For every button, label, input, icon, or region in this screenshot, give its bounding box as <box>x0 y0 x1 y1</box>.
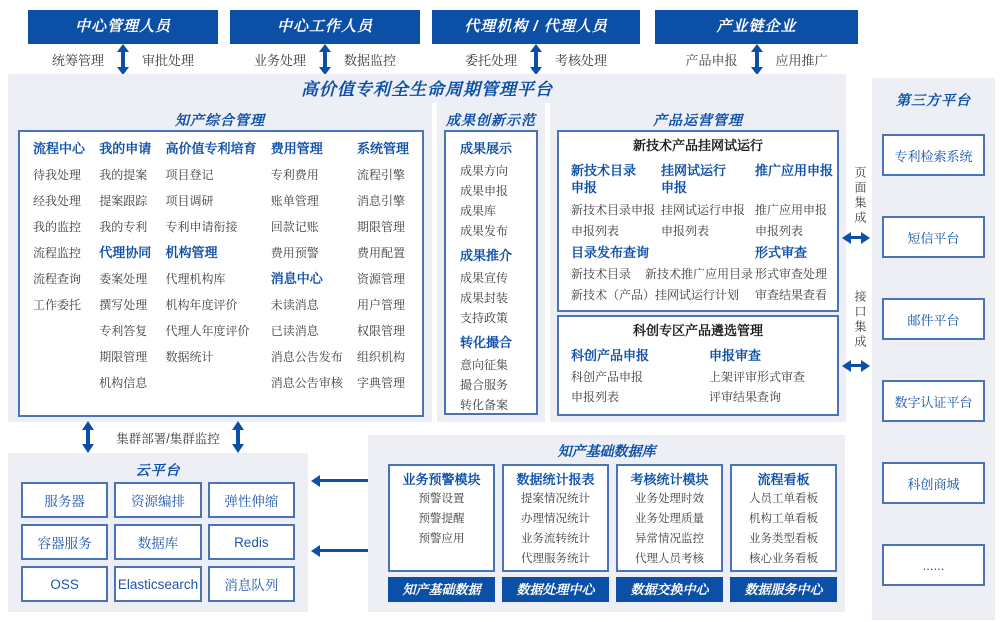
cloud-grid <box>21 482 295 602</box>
menu-group <box>271 292 343 396</box>
left-right-arrow-icon <box>320 479 368 482</box>
menu-item: 代理机构库 <box>165 272 226 286</box>
menu-group <box>460 161 536 241</box>
module-statistics-report <box>502 464 609 572</box>
menu-item: 新技术（产品）挂网试运行计划 <box>571 288 740 302</box>
role-functions <box>28 46 218 72</box>
group-title: 系统管理 <box>356 141 409 156</box>
cloud-title: 云平台 <box>135 462 181 478</box>
third-party-system: 数字认证平台 <box>882 380 985 422</box>
third-party-panel <box>872 78 995 620</box>
module-item: 核心业务看板 <box>749 553 818 565</box>
left-right-arrow-icon <box>320 549 368 552</box>
menu-item: 已读消息 <box>270 324 319 338</box>
menu-item: 推广应用申报 <box>755 203 828 217</box>
menu-item: 期限管理 <box>356 220 405 234</box>
menu-item: 申报列表 <box>661 224 710 238</box>
menu-column <box>271 136 343 415</box>
menu-group <box>460 268 536 328</box>
menu-item: 成果封装 <box>460 291 509 305</box>
menu-item: 支持政策 <box>460 311 509 325</box>
menu-item: 专利申请衔接 <box>165 220 238 234</box>
menu-column <box>165 136 256 415</box>
platform-title: 高价值专利全生命周期管理平台 <box>301 80 553 99</box>
module-item: 异常情况监控 <box>635 533 704 545</box>
menu-item: 挂网试运行申报 <box>661 203 746 217</box>
menu-column <box>33 136 85 415</box>
menu-item: 上架评审形式审查 <box>709 370 806 384</box>
menu-group <box>571 367 696 407</box>
menu-item: 费用配置 <box>356 246 405 260</box>
module-item: 人员工单看板 <box>749 493 818 505</box>
module-item: 预警设置 <box>418 493 465 505</box>
third-party-list <box>882 134 985 586</box>
module-alert <box>388 464 495 572</box>
menu-item: 撰写处理 <box>99 298 148 312</box>
cloud-service: 容器服务 <box>21 524 108 560</box>
menu-item: 机构年度评价 <box>165 298 238 312</box>
menu-item: 审查结果查看 <box>755 288 828 302</box>
group-title: 消息中心 <box>270 271 323 286</box>
module-title: 业务预警模块 <box>402 472 481 487</box>
menu-item: 消息公告发布 <box>270 350 343 364</box>
menu-item: 转化备案 <box>460 398 509 412</box>
cloud-service: 服务器 <box>21 482 108 518</box>
menu-item: 成果申报 <box>460 184 509 198</box>
menu-item: 流程监控 <box>33 246 82 260</box>
menu-column <box>755 162 837 242</box>
third-party-system: 专利检索系统 <box>882 134 985 176</box>
catalog-query-group <box>571 242 753 306</box>
menu-group <box>460 355 536 415</box>
module-item: 预警提醒 <box>418 513 465 525</box>
menu-item: 成果发布 <box>460 224 509 238</box>
module-item: 业务处理质量 <box>635 513 704 525</box>
menu-item: 成果方向 <box>460 164 509 178</box>
menu-item: 我的提案 <box>99 168 148 182</box>
menu-group <box>99 266 151 396</box>
data-center-bar: 数据处理中心 <box>502 577 609 602</box>
database-modules <box>388 464 837 572</box>
up-down-arrow-icon <box>323 52 327 67</box>
role-functions <box>230 46 420 72</box>
menu-column <box>357 136 409 415</box>
group-title: 推广应用申报 <box>755 163 834 178</box>
cloud-platform-panel <box>8 453 308 612</box>
left-right-arrow-icon <box>851 236 861 239</box>
module-item: 办理情况统计 <box>521 513 590 525</box>
menu-item: 未读消息 <box>270 298 319 312</box>
platform-sections <box>8 103 846 422</box>
menu-column <box>571 162 659 242</box>
menu-item: 账单管理 <box>270 194 319 208</box>
role-function-label: 考核处理 <box>555 52 608 68</box>
data-center-bar: 数据服务中心 <box>730 577 837 602</box>
menu-line <box>571 285 753 306</box>
achievement-box <box>444 130 538 415</box>
menu-item: 申报列表 <box>571 390 620 404</box>
module-item: 机构工单看板 <box>749 513 818 525</box>
section-title: 产品运营管理 <box>653 112 743 128</box>
group-title: 成果推介 <box>460 248 513 263</box>
section-title: 成果创新示范 <box>446 112 536 128</box>
group-title: 机构管理 <box>165 245 218 260</box>
cloud-service: 资源编排 <box>114 482 201 518</box>
group-title: 科创产品申报 <box>571 348 650 363</box>
third-party-system: 科创商城 <box>882 462 985 504</box>
module-item: 提案情况统计 <box>521 493 590 505</box>
formal-review-group <box>755 242 837 306</box>
role-box-agencies: 代理机构 / 代理人员 <box>432 10 640 44</box>
menu-item: 新技术推广应用目录 <box>645 267 754 281</box>
menu-group <box>709 367 834 407</box>
menu-item: 我的专利 <box>99 220 148 234</box>
third-party-system: ...... <box>882 544 985 586</box>
menu-group <box>661 200 753 242</box>
menu-item: 委案处理 <box>99 272 148 286</box>
menu-item: 费用预警 <box>270 246 319 260</box>
role-box-center-staff: 中心工作人员 <box>230 10 420 44</box>
left-right-arrow-icon <box>851 364 861 367</box>
module-items <box>504 489 607 569</box>
role-function-label: 产品申报 <box>685 52 738 68</box>
menu-item: 期限管理 <box>99 350 148 364</box>
module-item: 业务处理时效 <box>635 493 704 505</box>
menu-group <box>271 162 343 266</box>
cloud-service: 弹性伸缩 <box>208 482 295 518</box>
group-title: 转化撮合 <box>460 335 513 350</box>
cloud-service: OSS <box>21 566 108 602</box>
ip-comprehensive-box <box>18 130 424 417</box>
role-function-label: 应用推广 <box>775 52 828 68</box>
group-title: 费用管理 <box>270 141 323 156</box>
database-centers <box>388 577 837 602</box>
menu-item: 专利答复 <box>99 324 148 338</box>
third-party-system: 邮件平台 <box>882 298 985 340</box>
menu-item: 新技术目录申报 <box>571 203 656 217</box>
module-items <box>732 489 835 569</box>
section-title: 知产综合管理 <box>175 112 265 128</box>
role-functions <box>655 46 858 72</box>
menu-item: 待我处理 <box>33 168 82 182</box>
menu-item: 新技术目录 <box>571 267 632 281</box>
group-title: 挂网试运行申报 <box>661 163 727 195</box>
group-title: 高价值专利培育 <box>165 141 257 156</box>
menu-item: 经我处理 <box>33 194 82 208</box>
menu-item: 提案跟踪 <box>99 194 148 208</box>
trial-operation-box <box>557 130 839 312</box>
module-assessment <box>616 464 723 572</box>
menu-item: 我的监控 <box>33 220 82 234</box>
menu-item: 组织机构 <box>356 350 405 364</box>
menu-item: 流程引擎 <box>356 168 405 182</box>
ip-database-panel <box>368 435 845 612</box>
api-integration-label: 接口集成 <box>853 290 867 350</box>
menu-item: 代理人年度评价 <box>165 324 250 338</box>
group-title: 形式审查 <box>755 245 808 260</box>
menu-item: 意向征集 <box>460 358 509 372</box>
up-down-arrow-icon <box>86 430 90 444</box>
data-center-bar: 数据交换中心 <box>616 577 723 602</box>
menu-item: 项目调研 <box>165 194 214 208</box>
module-title: 数据统计报表 <box>516 472 595 487</box>
group-title: 成果展示 <box>460 141 513 156</box>
section-achievement-demo <box>437 103 545 422</box>
menu-group <box>755 200 837 242</box>
box-title: 科创专区产品遴选管理 <box>632 323 763 338</box>
menu-item: 用户管理 <box>356 298 405 312</box>
sci-tech-selection-box <box>557 315 839 416</box>
role-box-industry-chain: 产业链企业 <box>655 10 858 44</box>
group-title: 申报审查 <box>709 348 762 363</box>
role-function-label: 统筹管理 <box>51 52 104 68</box>
menu-item: 消息公告审核 <box>270 376 343 390</box>
role-function-label: 业务处理 <box>253 52 306 68</box>
cloud-service: 消息队列 <box>208 566 295 602</box>
third-party-title: 第三方平台 <box>896 92 971 108</box>
menu-item: 成果库 <box>460 204 497 218</box>
menu-item: 资源管理 <box>356 272 405 286</box>
menu-item: 项目登记 <box>165 168 214 182</box>
page-integration-label: 页面集成 <box>853 166 867 226</box>
cloud-service: Elasticsearch <box>114 566 201 602</box>
module-item: 业务流转统计 <box>521 533 590 545</box>
menu-item: 成果宣传 <box>460 271 509 285</box>
menu-item: 专利费用 <box>270 168 319 182</box>
menu-item: 工作委托 <box>33 298 82 312</box>
section-ip-comprehensive <box>8 103 432 422</box>
module-item: 代理服务统计 <box>521 553 590 565</box>
group-title: 我的申请 <box>99 141 152 156</box>
menu-column <box>571 345 696 407</box>
up-down-arrow-icon <box>236 430 240 444</box>
role-functions <box>432 46 640 72</box>
menu-group <box>165 162 256 240</box>
module-item: 预警应用 <box>418 533 465 545</box>
module-item: 业务类型看板 <box>749 533 818 545</box>
menu-item: 申报列表 <box>755 224 804 238</box>
group-title: 流程中心 <box>33 141 86 156</box>
group-title: 代理协同 <box>99 245 152 260</box>
menu-line <box>571 264 753 285</box>
menu-item: 流程查询 <box>33 272 82 286</box>
menu-item: 回款记账 <box>270 220 319 234</box>
group-title: 新技术目录申报 <box>571 163 637 195</box>
menu-item: 申报列表 <box>571 224 620 238</box>
module-title: 考核统计模块 <box>630 472 709 487</box>
module-items <box>618 489 721 569</box>
menu-group <box>165 266 256 370</box>
module-title: 流程看板 <box>757 472 810 487</box>
third-party-system: 短信平台 <box>882 216 985 258</box>
up-down-arrow-icon <box>121 52 125 67</box>
cluster-label: 集群部署/集群监控 <box>116 432 220 446</box>
menu-column <box>709 345 834 407</box>
menu-item: 机构信息 <box>99 376 148 390</box>
module-items <box>390 489 493 549</box>
cloud-service: Redis <box>208 524 295 560</box>
menu-item: 权限管理 <box>356 324 405 338</box>
data-center-bar: 知产基础数据 <box>388 577 495 602</box>
menu-item: 科创产品申报 <box>571 370 644 384</box>
module-kanban <box>730 464 837 572</box>
role-function-label: 数据监控 <box>344 52 397 68</box>
box-title: 新技术产品挂网试运行 <box>632 138 763 153</box>
menu-item: 撮合服务 <box>460 378 509 392</box>
menu-item: 评审结果查询 <box>709 390 782 404</box>
menu-item: 字典管理 <box>356 376 405 390</box>
menu-item: 消息引擎 <box>356 194 405 208</box>
menu-group <box>571 200 659 242</box>
menu-group <box>99 162 151 240</box>
menu-group <box>33 162 85 318</box>
menu-column <box>99 136 151 415</box>
platform-panel <box>8 74 846 422</box>
section-product-operation <box>550 103 846 422</box>
role-box-center-managers: 中心管理人员 <box>28 10 218 44</box>
up-down-arrow-icon <box>534 52 538 67</box>
module-item: 代理人员考核 <box>635 553 704 565</box>
menu-column <box>661 162 753 242</box>
up-down-arrow-icon <box>755 52 759 67</box>
menu-item: 形式审查处理 <box>755 267 828 281</box>
menu-item: 数据统计 <box>165 350 214 364</box>
group-title: 目录发布查询 <box>571 245 650 260</box>
menu-group <box>357 162 409 396</box>
database-title: 知产基础数据库 <box>557 443 656 459</box>
menu-group <box>755 264 837 306</box>
role-function-label: 审批处理 <box>142 52 195 68</box>
cloud-service: 数据库 <box>114 524 201 560</box>
role-function-label: 委托处理 <box>464 52 517 68</box>
